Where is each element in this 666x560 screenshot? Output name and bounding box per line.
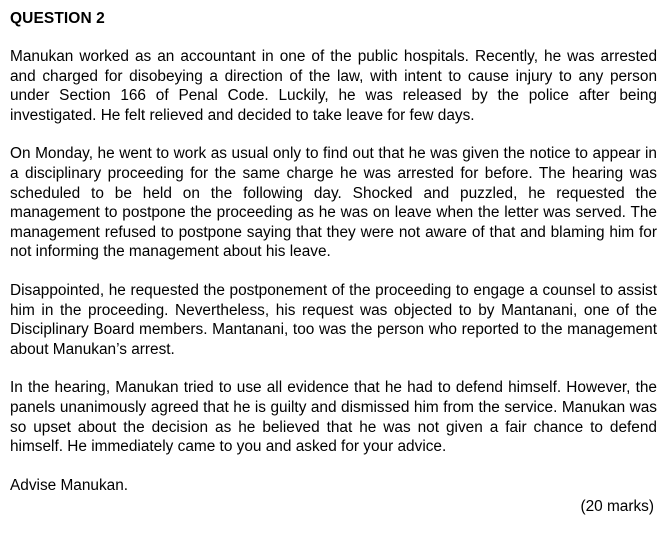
marks-allocation: (20 marks)	[580, 498, 654, 516]
paragraph-3: Disappointed, he requested the postponement of the proceeding to engage a counsel to assist him in the proceeding. Nevertheless, his request was objected to by Mantanani, one of the Disciplinary Board members. Mantanani, too was the person who reported to the management about Manukan’s arrest.	[10, 281, 657, 358]
paragraph-2: On Monday, he went to work as usual only to find out that he was given the notice to appear in a disciplinary proceeding for the same charge he was arrested for before. The hearing was scheduled to be held on the following day. Shocked and puzzled, he requested the management to postpone the proceeding as he was on leave when the letter was served. The management refused to postpone saying that they were not aware of that and blaming him for not informing the management about his leave.	[10, 145, 657, 261]
question-heading: QUESTION 2	[10, 10, 105, 27]
paragraph-1: Manukan worked as an accountant in one of the public hospitals. Recently, he was arrested and charged for disobeying a direction of the law, with intent to cause injury to any person under Section 166 of Penal Code. Luckily, he was released by the police after being investigated. He felt relieved and decided to take leave for few days.	[10, 48, 657, 124]
instruction-text: Advise Manukan.	[10, 476, 129, 494]
paragraph-4: In the hearing, Manukan tried to use all evidence that he had to defend himself. However, the panels unanimously agreed that he is guilty and dismissed him from the service. Manukan was so upset about the decision as he believed that he was not given a fair chance to defend himself. He immediately came to you and asked for your advice.	[10, 379, 657, 456]
